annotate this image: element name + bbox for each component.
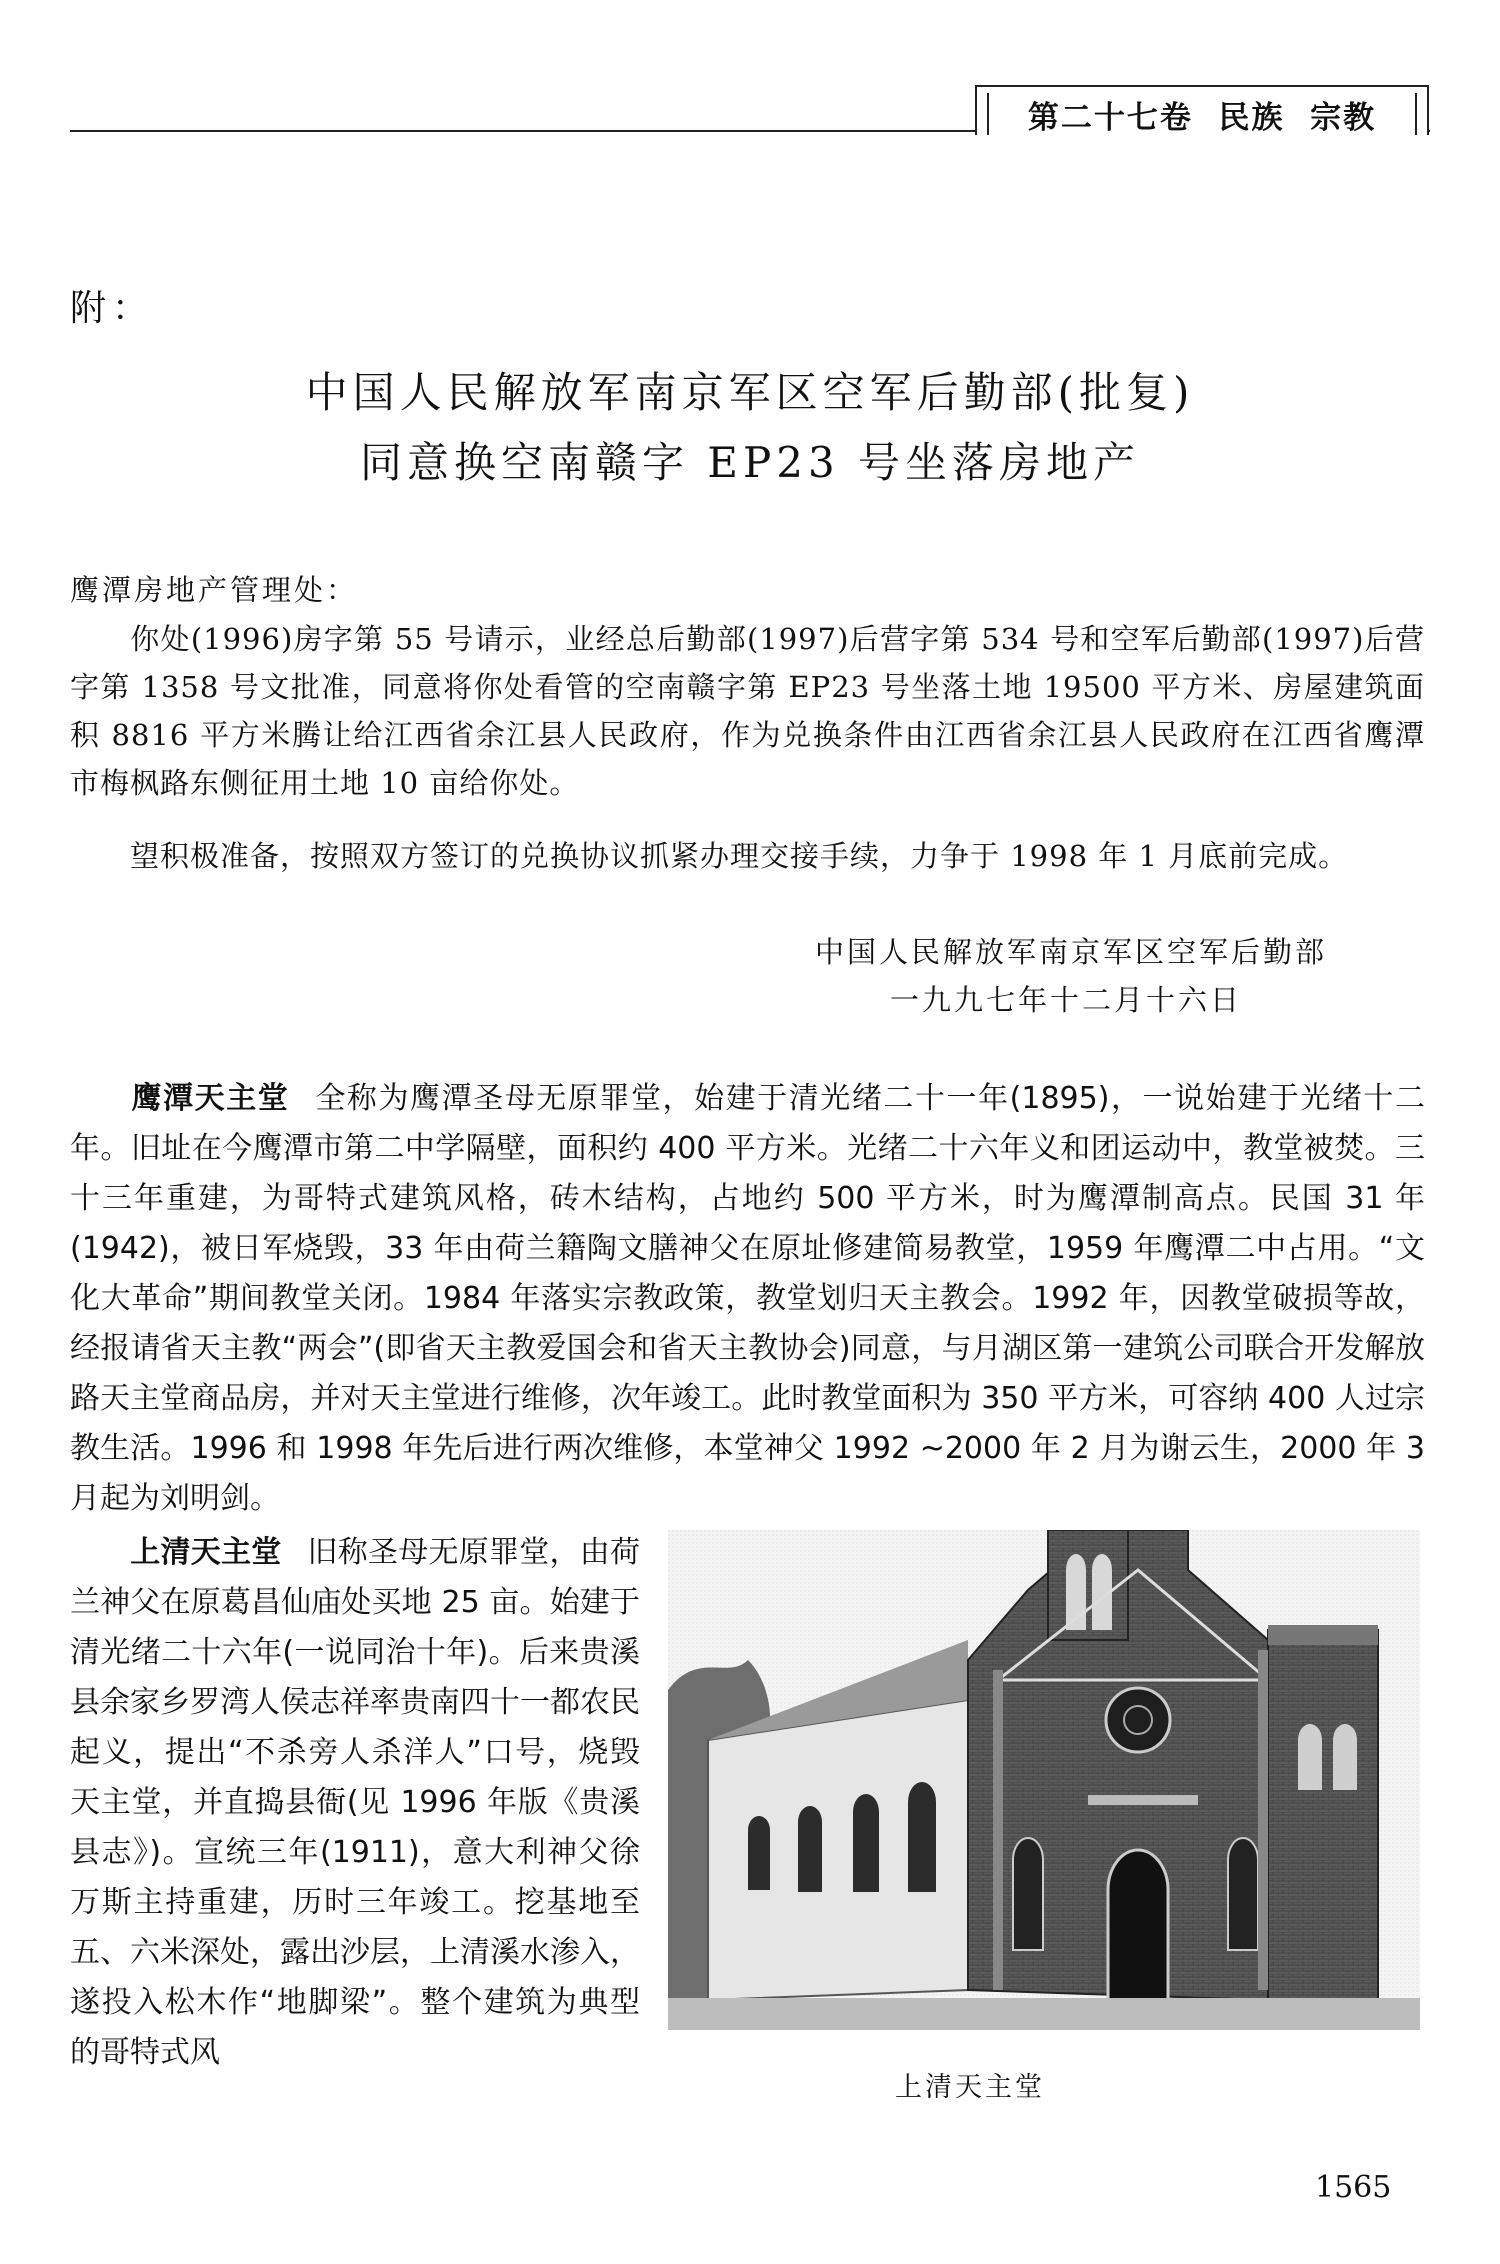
body-paragraph-2 — [70, 832, 1425, 880]
entry-yingtan-church — [70, 1074, 1425, 1524]
body-paragraph-1 — [70, 615, 1425, 807]
entry-heading: 上清天主堂 — [130, 1535, 282, 1570]
header-tab — [975, 85, 1429, 135]
entry-shangqing-church — [70, 1528, 640, 2078]
document-title-line-1: 中国人民解放军南京军区空军后勤部(批复) — [305, 368, 1195, 417]
church-photo — [668, 1530, 1420, 2030]
signature-date: 一九九七年十二月十六日 — [890, 983, 1243, 1017]
body-paragraph-2-text: 望积极准备，按照双方签订的兑换协议抓紧办理交接手续，力争于 1998 年 1 月底前完成。 — [130, 839, 1349, 873]
photo-caption: 上清天主堂 — [895, 2072, 1045, 2103]
page-number: 1565 — [1315, 2170, 1392, 2205]
document-title-line-2: 同意换空南赣字 EP23 号坐落房地产 — [359, 438, 1141, 487]
section-title: 第二十七卷 民族 宗教 — [987, 93, 1417, 135]
entry-text: 旧称圣母无原罪堂，由荷兰神父在原葛昌仙庙处买地 25 亩。始建于清光绪二十六年(一说同治十年)。后来贵溪县余家乡罗湾人侯志祥率贵南四十一都农民起义，提出“不杀旁人杀洋人”口号，烧毁天主堂，并直捣县衙(见 1996 年版《贵溪县志》)。宣统三年(1911)，意大利神父徐万斯主持重建，历时三年竣工。挖基地至五、六米深处，露出沙层，上清溪水渗入，遂投入松木作“地脚梁”。整个建筑为典型的哥特式风 — [70, 1535, 640, 2070]
body-paragraph-1-text: 你处(1996)房字第 55 号请示，业经总后勤部(1997)后营字第 534 号和空军后勤部(1997)后营字第 1358 号文批准，同意将你处看管的空南赣字第 EP23 号坐落土地 19500 平方米、房屋建筑面积 8816 平方米腾让给江西省余江县人民政府，作为兑换条件由江西省余江县人民政府在江西省鹰潭市梅枫路东侧征用土地 10 亩给你处。 — [70, 622, 1425, 800]
entry-heading: 鹰潭天主堂 — [130, 1081, 290, 1116]
recipient: 鹰潭房地产管理处： — [70, 573, 359, 607]
appendix-label: 附： — [70, 288, 155, 329]
signature-organization: 中国人民解放军南京军区空军后勤部 — [815, 935, 1328, 969]
entry-text: 全称为鹰潭圣母无原罪堂，始建于清光绪二十一年(1895)，一说始建于光绪十二年。旧址在今鹰潭市第二中学隔壁，面积约 400 平方米。光绪二十六年义和团运动中，教堂被焚。三十三年重建，为哥特式建筑风格，砖木结构，占地约 500 平方米，时为鹰潭制高点。民国 31 年(1942)，被日军烧毁，33 年由荷兰籍陶文膳神父在原址修建简易教堂，1959 年鹰潭二中占用。“文化大革命”期间教堂关闭。1984 年落实宗教政策，教堂划归天主教会。1992 年，因教堂破损等故，经报请省天主教“两会”(即省天主教爱国会和省天主教协会)同意，与月湖区第一建筑公司联合开发解放路天主堂商品房，并对天主堂进行维修，次年竣工。此时教堂面积为 350 平方米，可容纳 400 人过宗教生活。1996 和 1998 年先后进行两次维修，本堂神父 1992 ~2000 年 2 月为谢云生，2000 年 3 月起为刘明剑。 — [70, 1081, 1425, 1516]
